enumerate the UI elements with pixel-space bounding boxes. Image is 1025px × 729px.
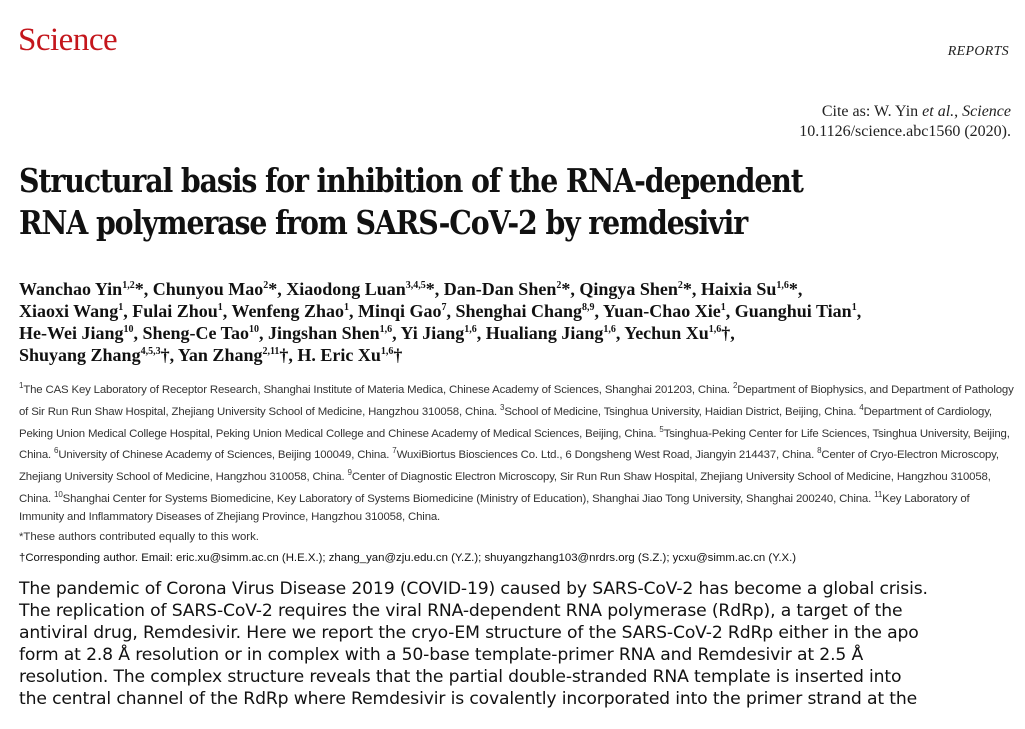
author-separator: ,	[797, 279, 803, 299]
affiliation-text: Department of Cardiology, Peking Union Medical College Hospital, Peking Union Medical College and Chinese Academy of Medical Sciences, Beijing, China.	[19, 405, 992, 440]
author-separator: ,	[725, 301, 735, 321]
author-name-text: H. Eric Xu	[297, 345, 381, 365]
author-name	[297, 345, 402, 365]
equal-contribution-note: *These authors contributed equally to this work.	[19, 531, 259, 543]
author-affiliation-marker: 1	[720, 302, 726, 313]
author-name-text: Jingshan Shen	[268, 323, 380, 343]
author-separator: ,	[856, 301, 862, 321]
abstract-line: The pandemic of Corona Virus Disease 2019 (COVID-19) caused by SARS-CoV-2 has become a global crisis.	[19, 579, 928, 599]
abstract-line: the central channel of the RdRp where Remdesivir is covalently incorporated into the primer strand at the	[19, 689, 918, 709]
author-name	[19, 279, 153, 299]
affiliation-text: Key Laboratory of Immunity and Inflammatory Diseases of Zhejiang Province, Hangzhou 310058, China.	[19, 492, 970, 523]
author-affiliation-marker: 7	[441, 302, 447, 313]
author-name-text: Hualiang Jiang	[485, 323, 604, 343]
author-affiliation-marker: 1,6	[603, 324, 616, 335]
author-separator: ,	[594, 301, 603, 321]
affiliations	[19, 377, 1014, 526]
author-name	[153, 279, 287, 299]
author-affiliation-marker: 1,2	[122, 280, 135, 291]
author-name-text: Chunyou Mao	[152, 279, 264, 299]
author-name	[486, 323, 624, 343]
author-affiliation-marker: 1,6	[464, 324, 477, 335]
author-affiliation-marker: 1,6	[379, 324, 393, 335]
affiliation-text: The CAS Key Laboratory of Receptor Research, Shanghai Institute of Materia Medica, Chinese Academy of Sciences, Shanghai 201203, China.	[23, 383, 733, 396]
author-name-text: Shenghai Chang	[455, 301, 583, 321]
author-name	[400, 323, 485, 343]
affiliation-number: 3	[500, 402, 505, 412]
author-name	[19, 345, 178, 365]
author-role-marker: †	[393, 345, 403, 365]
author-separator: ,	[691, 279, 701, 299]
author-affiliation-marker: 10	[123, 324, 134, 335]
author-separator: ,	[277, 279, 287, 299]
author-affiliation-marker: 1,6	[380, 346, 394, 357]
affiliation-text: Shanghai Center for Systems Biomedicine, Key Laboratory of Systems Biomedicine (Ministry of Education), Shanghai Jiao Tong University, Shanghai 200240, China.	[62, 492, 875, 505]
author-role-marker: *	[561, 279, 571, 299]
author-affiliation-marker: 1,6	[776, 280, 789, 291]
author-name-text: Xiaoxi Wang	[19, 301, 119, 321]
author-name-text: Dan-Dan Shen	[443, 279, 557, 299]
author-name-text: Shuyang Zhang	[19, 345, 141, 365]
author-affiliation-marker: 2	[263, 280, 269, 291]
affiliation-number: 8	[817, 446, 822, 456]
author-separator: ,	[348, 301, 358, 321]
author-affiliation-marker: 2	[556, 280, 562, 291]
journal-logo[interactable]: Science	[18, 22, 118, 58]
abstract-line: form at 2.8 Å resolution or in complex with a 50-base template-primer RNA and Remdesivir at 2.5 Å	[19, 645, 864, 665]
affiliation-text: Tsinghua-Peking Center for Life Sciences, Tsinghua University, Beijing, China.	[19, 427, 1010, 462]
author-list	[19, 278, 1019, 366]
author-name	[19, 323, 143, 343]
author-affiliation-marker: 4,5,3	[140, 346, 161, 357]
author-affiliation-marker: 1,6	[708, 324, 722, 335]
affiliation-number: 10	[54, 489, 63, 499]
author-separator: ,	[169, 345, 178, 365]
author-name	[455, 301, 602, 321]
author-separator: ,	[392, 323, 401, 343]
author-affiliation-marker: 1	[217, 302, 223, 313]
author-name-text: Yan Zhang	[177, 345, 263, 365]
affiliation-number: 9	[347, 468, 352, 478]
author-name-text: Qingya Shen	[579, 279, 678, 299]
author-role-marker: †	[160, 345, 170, 365]
affiliation-text: WuxiBiortus Biosciences Co. Ltd., 6 Dongsheng West Road, Jiangyin 214437, China.	[396, 449, 818, 462]
author-name-text: Yechun Xu	[624, 323, 709, 343]
section-label: REPORTS	[947, 44, 1009, 59]
affiliation-number: 7	[392, 446, 397, 456]
citation-line-1: Cite as: W. Yin et al., Science	[821, 103, 1011, 120]
author-name	[268, 323, 400, 343]
author-name-text: Xiaodong Luan	[286, 279, 406, 299]
author-name	[624, 323, 735, 343]
citation	[799, 102, 1011, 142]
author-name	[132, 301, 231, 321]
author-separator: ,	[222, 301, 232, 321]
author-affiliation-marker: 1	[851, 302, 857, 313]
author-separator: ,	[615, 323, 625, 343]
author-affiliation-marker: 2	[677, 280, 683, 291]
author-separator: ,	[123, 301, 133, 321]
author-affiliation-marker: 2,11	[262, 346, 280, 357]
affiliation-number: 5	[659, 424, 664, 434]
author-role-marker: *	[134, 279, 144, 299]
author-name	[701, 279, 803, 299]
affiliation-text: Department of Biophysics, and Department of Pathology of Sir Run Run Shaw Hospital, Zhejiang University School of Medicine, Hangzhou 310058, China.	[19, 383, 1014, 418]
author-role-marker: †	[721, 323, 731, 343]
author-name	[178, 345, 298, 365]
author-name	[358, 301, 456, 321]
affiliation-number: 4	[859, 402, 864, 412]
corresponding-author-note[interactable]: †Corresponding author. Email: eric.xu@simm.ac.cn (H.E.X.); zhang_yan@zju.edu.cn (Y.Z.); shuyangzhang103@nrdrs.org (S.Z.); ycxu@simm.ac.cn (Y.X.)	[19, 552, 797, 564]
author-name-text: Guanghui Tian	[734, 301, 852, 321]
abstract-line: antiviral drug, Remdesivir. Here we report the cryo-EM structure of the SARS-CoV-2 RdRp either in the apo	[19, 623, 919, 643]
affiliation-number: 2	[732, 381, 738, 390]
author-separator: ,	[259, 323, 269, 343]
affiliation-number: 1	[19, 381, 24, 390]
author-affiliation-marker: 1	[343, 302, 349, 313]
affiliation-text: University of Chinese Academy of Sciences, Beijing 100049, China.	[58, 449, 393, 462]
author-name	[286, 279, 444, 299]
abstract-line: resolution. The complex structure reveals that the partial double-stranded RNA template is inserted into	[19, 667, 902, 687]
author-name-text: Sheng-Ce Tao	[142, 323, 250, 343]
author-separator: ,	[730, 323, 735, 343]
author-name-text: Yi Jiang	[400, 323, 465, 343]
author-name	[735, 301, 861, 321]
abstract-line: The replication of SARS-CoV-2 requires the viral RNA-dependent RNA polymerase (RdRp), a target of the	[19, 601, 903, 621]
author-name	[19, 301, 132, 321]
title-line-1: Structural basis for inhibition of the RNA-dependent	[19, 161, 803, 200]
author-separator: ,	[570, 279, 580, 299]
author-name-text: Yuan-Chao Xie	[602, 301, 721, 321]
abstract	[19, 578, 1009, 710]
author-role-marker: *	[788, 279, 798, 299]
author-separator: ,	[133, 323, 143, 343]
author-name	[143, 323, 269, 343]
title-line-2: RNA polymerase from SARS-CoV-2 by remdesivir	[19, 203, 748, 242]
author-name-text: Fulai Zhou	[132, 301, 218, 321]
author-separator: ,	[446, 301, 456, 321]
author-role-marker: *	[425, 279, 435, 299]
author-affiliation-marker: 8,9	[582, 302, 595, 313]
author-affiliation-marker: 3,4,5	[405, 280, 426, 291]
author-name-text: Minqi Gao	[357, 301, 442, 321]
affiliation-text: Center of Diagnostic Electron Microscopy, Sir Run Run Shaw Hospital, Zhejiang University School of Medicine, Hangzhou 310058, China.	[19, 470, 991, 505]
article-title	[19, 160, 870, 244]
author-name-text: Wanchao Yin	[19, 279, 123, 299]
affiliation-text: School of Medicine, Tsinghua University, Haidian District, Beijing, China.	[504, 405, 860, 418]
author-name-text: He-Wei Jiang	[19, 323, 124, 343]
author-name	[579, 279, 701, 299]
author-separator: ,	[288, 345, 298, 365]
affiliation-number: 11	[874, 489, 883, 499]
author-separator: ,	[434, 279, 444, 299]
author-role-marker: *	[682, 279, 692, 299]
affiliation-number: 6	[54, 446, 59, 456]
author-role-marker: †	[279, 345, 289, 365]
author-name	[231, 301, 358, 321]
affiliation-text: Center of Cryo-Electron Microscopy, Zhejiang University School of Medicine, Hangzhou 310058, China.	[19, 449, 999, 483]
author-separator: ,	[143, 279, 153, 299]
author-affiliation-marker: 1	[118, 302, 124, 313]
author-name	[444, 279, 580, 299]
author-name-text: Haixia Su	[700, 279, 777, 299]
author-name-text: Wenfeng Zhao	[231, 301, 344, 321]
citation-doi[interactable]: 10.1126/science.abc1560 (2020).	[799, 123, 1011, 140]
author-name	[603, 301, 735, 321]
author-affiliation-marker: 10	[249, 324, 260, 335]
author-separator: ,	[476, 323, 486, 343]
author-role-marker: *	[268, 279, 278, 299]
